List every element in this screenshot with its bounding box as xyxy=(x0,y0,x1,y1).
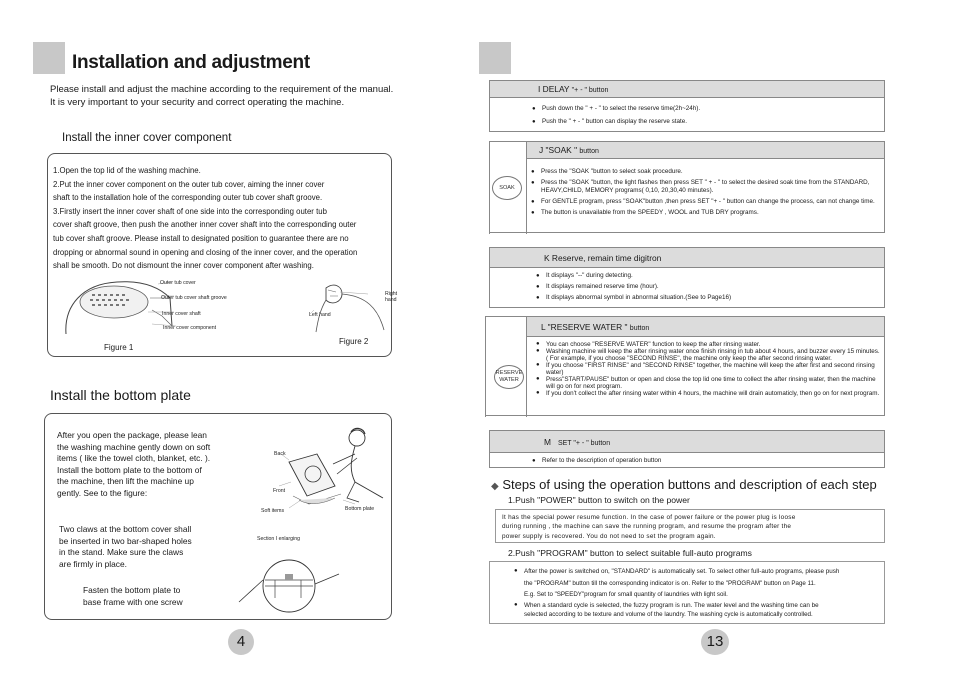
para-line: After you open the package, please lean xyxy=(57,430,207,440)
badge-line: RESERVE xyxy=(495,370,523,376)
step-2-item: ● After the power is switched on, "STANDARD" is automatically set. To select other full-auto programs, please push xyxy=(514,566,880,578)
callout-outer-tub-cover: Outer tub cover xyxy=(160,280,196,286)
intro-line-2: It is very important to your security and correct operating the machine. xyxy=(50,97,345,108)
step-2-line: E.g. Set to "SPEEDY"program for small quantity of laundries with light soil. xyxy=(524,591,728,598)
reserve-digitron-section xyxy=(489,247,885,308)
soak-item: ● Press the "SOAK "button, the light flashes then press SET " + - " to select the desired soak time from the STANDARD, HEAVY,CHILD, MEMORY programs( 0,10, 20,30,40 minutes). xyxy=(531,179,879,195)
bottom-plate-box xyxy=(44,413,392,620)
step-2-items xyxy=(514,566,880,619)
reserve-item: ● It displays remained reserve time (hour). xyxy=(536,283,876,291)
diamond-icon: ◆ xyxy=(491,481,499,492)
title-marker xyxy=(33,42,65,74)
step-1-text xyxy=(502,513,882,541)
reserve-items xyxy=(536,272,876,302)
para-line: gently. See to the figure: xyxy=(57,487,148,498)
step-1-line: power supply is recovered. You do not need to set the program again. xyxy=(502,532,716,540)
para-line: in the stand. Make sure the claws xyxy=(59,547,184,558)
delay-header xyxy=(490,81,884,98)
set-header-sub: SET "+ - " button xyxy=(557,440,611,447)
reserve-water-header-title: L "RESERVE WATER " xyxy=(541,322,628,332)
callout-inner-cover-component: Inner cover component xyxy=(163,325,217,331)
title-marker-right xyxy=(479,42,511,74)
para-line: Install the bottom plate to the bottom of xyxy=(57,464,202,475)
soak-item: ● Press the "SOAK "button to select soak procedure. xyxy=(531,168,879,176)
section-enlarging-label: Section I enlarging xyxy=(257,536,300,542)
soak-header xyxy=(527,142,884,159)
bottom-plate-para-2 xyxy=(59,524,239,570)
callout-right-hand: Right hand xyxy=(385,291,398,303)
soak-item: ● The button is unavailable from the SPEEDY , WOOL and TUB DRY programs. xyxy=(531,209,879,217)
step-line: cover shaft groove, then push the another inner cover shaft into the corresponding outer xyxy=(53,220,357,230)
soak-header-title: J "SOAK " xyxy=(539,145,578,155)
step-2-line: selected according to be texture and volume of the laundry. The washing cycle is automatically controlled. xyxy=(524,610,813,618)
steps-title xyxy=(491,477,877,492)
figure-2-illustration xyxy=(306,280,390,334)
bottom-plate-illustration xyxy=(259,424,389,514)
fig-front-label: Front xyxy=(273,488,286,494)
step-2-box xyxy=(489,561,885,624)
set-section xyxy=(489,430,885,468)
bottom-plate-heading: Install the bottom plate xyxy=(50,387,191,403)
step-1-heading: 1.Push "POWER" button to switch on the power xyxy=(508,495,690,505)
reserve-water-header xyxy=(527,317,884,337)
page-number-left: 4 xyxy=(228,629,254,655)
inner-cover-box xyxy=(47,153,398,357)
callout-outer-tub-groove: Outer tub cover shaft groove xyxy=(161,295,227,301)
reserve-water-item: ● If you don't collect the after rinsing water within 4 hours, the machine will drain automaticly, then go on for next program. xyxy=(536,390,880,397)
bottom-plate-para-3 xyxy=(83,585,233,608)
para-line: are firmly in place. xyxy=(59,558,127,569)
reserve-water-items xyxy=(536,341,880,397)
soak-item: ● For GENTLE program, press "SOAK"button ,then press SET "+ - " button can change the process, can not change time. xyxy=(531,198,879,206)
para-line: base frame with one screw xyxy=(83,596,183,607)
para-line: the washing machine gently down on soft xyxy=(57,441,211,452)
set-header xyxy=(490,431,884,453)
step-line: shaft to the installation hole of the corresponding outer tub cover shaft groove. xyxy=(53,193,323,203)
inner-cover-heading: Install the inner cover component xyxy=(62,132,232,144)
delay-item: ● Push the " + - " button can display the reserve state. xyxy=(532,118,872,126)
figure-2-label: Figure 2 xyxy=(339,337,369,346)
soak-items xyxy=(531,168,879,217)
step-1-line: during running , the machine can save the running program, and resume the program after the xyxy=(502,523,792,531)
step-line: 2.Put the inner cover component on the outer tub cover, aiming the inner cover xyxy=(53,179,325,189)
para-line: items ( like the towel cloth, blanket, etc. ). xyxy=(57,453,211,464)
para-line: the machine, then lift the machine up xyxy=(57,476,194,487)
delay-items xyxy=(532,105,872,126)
para-line: Fasten the bottom plate to xyxy=(83,585,181,595)
reserve-water-item: ● Press"START/PAUSE" button or open and close the top lid one time to collect the after rinsing water, then the machine will go on for next program. xyxy=(536,376,880,390)
reserve-water-button-icon xyxy=(494,365,524,389)
step-2-item: ● When a standard cycle is selected, the fuzzy program is run. The water level and the washing time can be xyxy=(514,601,880,610)
para-line: be inserted in two bar-shaped holes xyxy=(59,535,192,546)
callout-left-hand: Left hand xyxy=(309,312,331,318)
reserve-water-header-sub: button xyxy=(629,325,650,332)
reserve-water-item: ● Washing machine will keep the after rinsing water once finish rinsing in tub about 4 hours, and buzzer every 15 minutes.( For example, if you choose "SECOND RINSE", the machine only keep the after second rinsing water. xyxy=(536,348,880,362)
step-line: 3.Firstly insert the inner cover shaft of one side into the corresponding outer tub xyxy=(53,206,327,216)
page-number-right: 13 xyxy=(701,629,729,655)
delay-section xyxy=(489,80,885,132)
inner-cover-steps xyxy=(53,164,389,273)
step-2-heading: 2.Push "PROGRAM" button to select suitable full-auto programs xyxy=(508,548,752,558)
steps-title-text: Steps of using the operation buttons and description of each step xyxy=(502,477,877,492)
fig-soft-items-label: Soft items xyxy=(261,508,285,514)
badge-line: WATER xyxy=(499,377,519,383)
figure-1-label: Figure 1 xyxy=(104,343,134,352)
reserve-water-section xyxy=(485,316,885,416)
reserve-water-item: ● You can choose "RESERVE WATER" function to keep the after rinsing water. xyxy=(536,341,880,348)
set-header-title: M xyxy=(544,437,551,447)
para-line: Two claws at the bottom cover shall xyxy=(59,524,192,534)
step-1-box xyxy=(495,509,885,543)
reserve-item: ● It displays "--" during detecting. xyxy=(536,272,876,280)
delay-header-title: I DELAY xyxy=(538,84,570,94)
page-title: Installation and adjustment xyxy=(72,52,310,73)
callout-inner-cover-shaft: Inner cover shaft xyxy=(162,311,201,317)
fig-back-label: Back xyxy=(274,451,286,457)
set-items xyxy=(532,457,872,465)
step-line: tub cover shaft groove. Please install to designated position to guarantee there are no xyxy=(53,233,349,243)
delay-item: ● Push down the " + - " to select the reserve time(2h~24h). xyxy=(532,105,872,113)
step-line: dropping or abnormal sound in opening and closing of the inner cover, and the operation xyxy=(53,247,358,257)
step-line: shall be smooth. Do not dismount the inner cover component after washing. xyxy=(53,261,314,271)
step-line: 1.Open the top lid of the washing machine. xyxy=(53,166,201,175)
step-2-line: the "PROGRAM" button till the corresponding indicator is on. Refer to the "PROGRAM" button on Page 11. xyxy=(524,579,816,587)
bottom-plate-para-1 xyxy=(57,430,247,500)
set-item: ● Refer to the description of operation button xyxy=(532,457,872,465)
step-1-line: It has the special power resume function. In the case of power failure or the power plug is loose xyxy=(502,514,796,521)
fig-bottom-plate-label: Bottom plate xyxy=(345,506,375,512)
section-enlarging-illustration xyxy=(235,544,345,614)
delay-header-sub: "+ - " button xyxy=(571,87,609,94)
reserve-water-item: ● If you choose "FIRST RINSE" and "SECOND RINSE" together, the machine will keep the after first and second rinsing water) xyxy=(536,362,880,376)
soak-button-icon: SOAK xyxy=(492,176,522,200)
soak-section xyxy=(489,141,885,233)
reserve-item: ● It displays abnormal symbol in abnormal situation.(See to Page16) xyxy=(536,294,876,302)
reserve-header xyxy=(490,248,884,268)
reserve-header-title: K Reserve, remain time digitron xyxy=(544,253,662,263)
soak-header-sub: button xyxy=(579,148,599,155)
intro-line-1: Please install and adjust the machine according to the requirement of the manual. xyxy=(50,84,394,95)
